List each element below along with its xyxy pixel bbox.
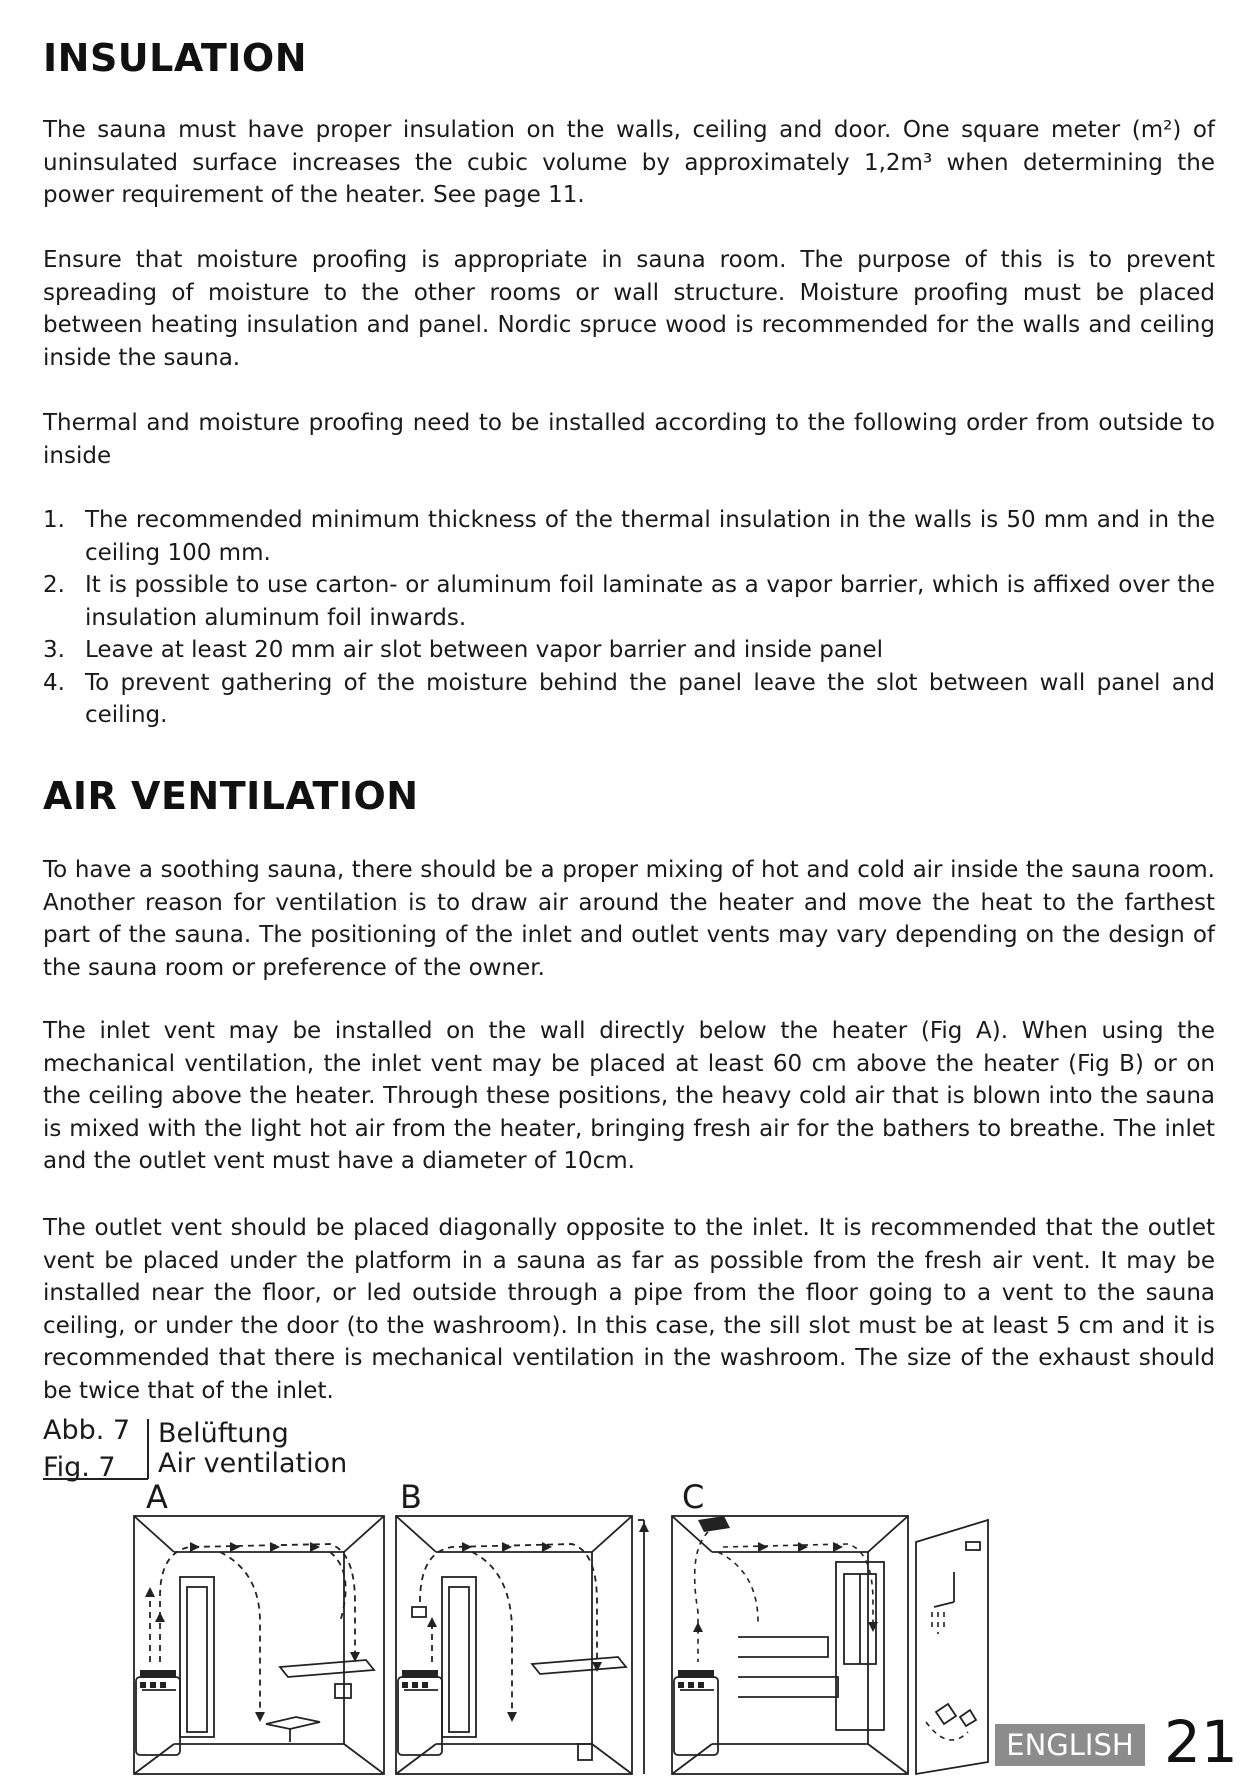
figure-title-en: Air ventilation bbox=[158, 1448, 348, 1479]
list-item bbox=[43, 504, 1215, 569]
insulation-heading: INSULATION bbox=[43, 36, 308, 80]
figure-title-de: Belüftung bbox=[158, 1418, 289, 1449]
ventilation-paragraph-1: To have a soothing sauna, there should be a proper mixing of hot and cold air inside the sauna room. Another reason for ventilation is to draw air around the heater and move the heat to the farthest part of the sauna. The positioning of the inlet and outlet vents may vary depending on the design of the sauna room or preference of the owner. bbox=[43, 857, 1215, 981]
ventilation-diagram-c bbox=[668, 1512, 998, 1782]
insulation-paragraph-2: Ensure that moisture proofing is appropriate in sauna room. The purpose of this is to prevent spreading of moisture to the other rooms or wall structure. Moisture proofing must be placed between heating insulation and panel. Nordic spruce wood is recommended for the walls and ceiling inside the sauna. bbox=[43, 247, 1215, 371]
ventilation-paragraph-2: The inlet vent may be installed on the wall directly below the heater (Fig A). When using the mechanical ventilation, the inlet vent may be placed at least 60 cm above the heater (Fig B) or on the ceiling above the heater. Through these positions, the heavy cold air that is blown into the sauna is mixed with the light hot air from the heater, bringing fresh air for the bathers to breathe. The inlet and the outlet vent must have a diameter of 10cm. bbox=[43, 1018, 1215, 1174]
ventilation-diagram-a bbox=[130, 1512, 390, 1782]
figure-caption-rule bbox=[40, 1413, 200, 1483]
insulation-paragraph-1: The sauna must have proper insulation on the walls, ceiling and door. One square meter (m²) of uninsulated surface increases the cubic volume by approximately 1,2m³ when determining the power requirement of the heater. See page 11. bbox=[43, 117, 1215, 208]
list-item bbox=[43, 569, 1215, 634]
list-item-number: 4. bbox=[43, 669, 65, 696]
list-item-text: The recommended minimum thickness of the thermal insulation in the walls is 50 mm and in the ceiling 100 mm. bbox=[85, 507, 1215, 566]
list-item-number: 1. bbox=[43, 507, 65, 533]
list-item-text: To prevent gathering of the moisture behind the panel leave the slot between wall panel and ceiling. bbox=[85, 669, 1215, 728]
list-item-number: 2. bbox=[43, 572, 65, 598]
page-number: 21 bbox=[1164, 1708, 1238, 1776]
figure-label-de: Abb. 7 bbox=[43, 1415, 131, 1446]
figure-label-en: Fig. 7 bbox=[43, 1452, 116, 1483]
list-item-text: It is possible to use carton- or aluminum foil laminate as a vapor barrier, which is affixed over the insulation aluminum foil inwards. bbox=[85, 572, 1215, 631]
language-tab: ENGLISH bbox=[995, 1724, 1145, 1766]
list-item-text: Leave at least 20 mm air slot between vapor barrier and inside panel bbox=[85, 637, 884, 663]
panel-label-a: A bbox=[146, 1478, 168, 1516]
ventilation-paragraph-3: The outlet vent should be placed diagonally opposite to the inlet. It is recommended that the outlet vent be placed under the platform in a sauna as far as possible from the fresh air vent. It may be installed near the floor, or led outside through a pipe from the floor going to a vent to the sauna ceiling, or under the door (to the washroom). In this case, the sill slot must be at least 5 cm and it is recommended that there is mechanical ventilation in the washroom. The size of the exhaust should be twice that of the inlet. bbox=[43, 1215, 1215, 1404]
ventilation-diagram-b bbox=[392, 1512, 652, 1782]
air-ventilation-heading: AIR VENTILATION bbox=[43, 774, 419, 818]
insulation-list bbox=[43, 504, 1215, 732]
panel-label-b: B bbox=[400, 1478, 422, 1516]
list-item bbox=[43, 667, 1215, 732]
list-item bbox=[43, 634, 1215, 667]
panel-label-c: C bbox=[682, 1478, 705, 1516]
list-item-number: 3. bbox=[43, 637, 65, 663]
insulation-paragraph-3: Thermal and moisture proofing need to be installed according to the following order from outside to inside bbox=[43, 410, 1215, 469]
